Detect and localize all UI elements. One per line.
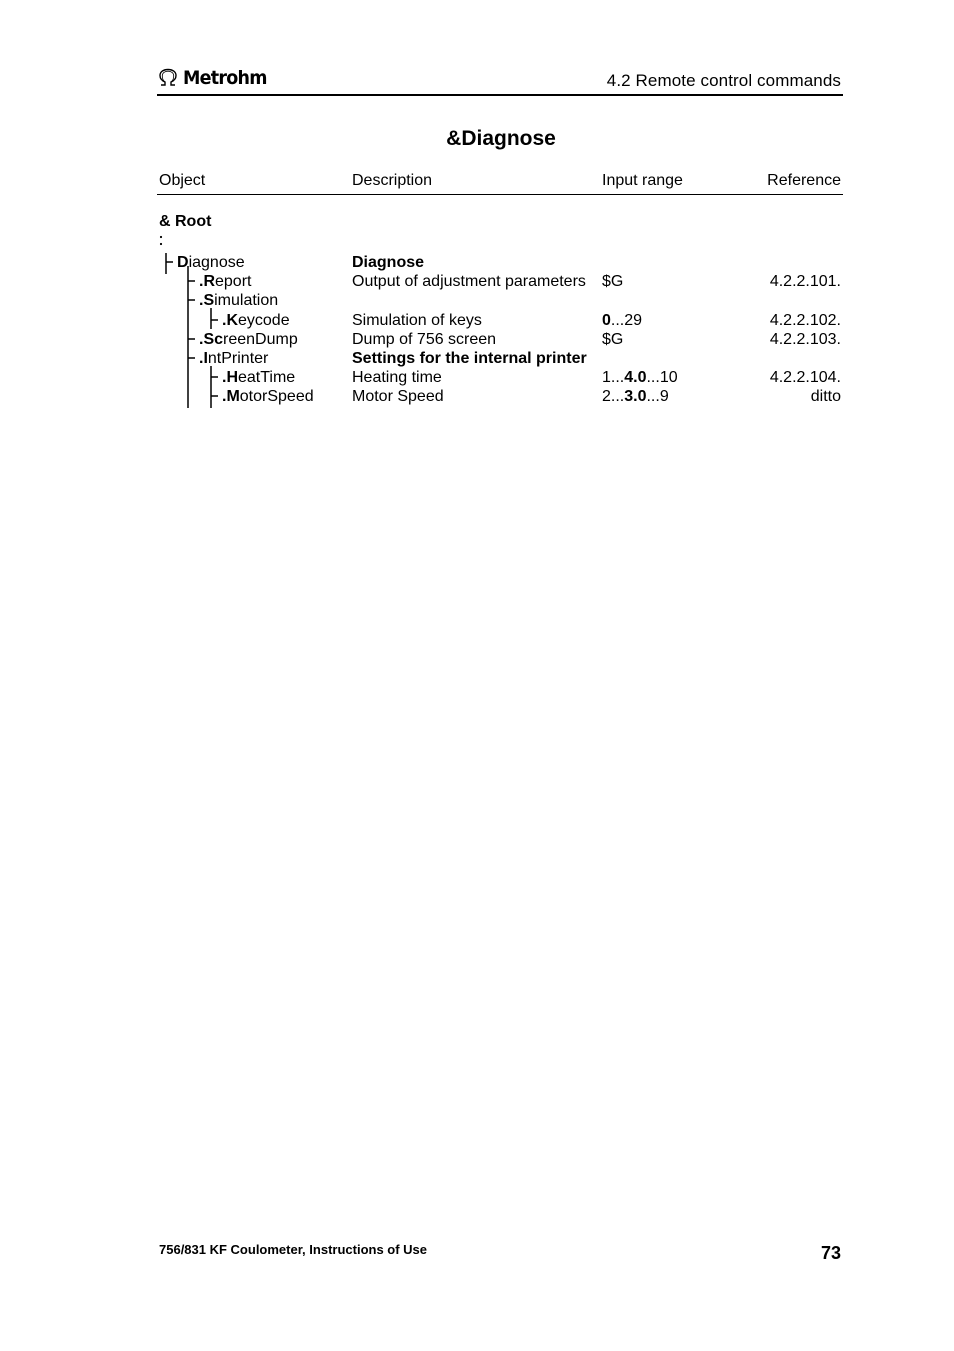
column-header-description: Description (352, 172, 433, 189)
omega-icon (157, 68, 179, 88)
range-motorspeed: 2...3.0...9 (602, 388, 669, 405)
tree-item-diagnose: Diagnose (177, 254, 245, 271)
description-keycode: Simulation of keys (352, 312, 482, 329)
description-diagnose: Diagnose (352, 254, 425, 271)
tree-item-report: .Report (199, 273, 252, 290)
range-report: $G (602, 273, 624, 290)
column-header-input-range: Input range (602, 172, 683, 189)
page-title: &Diagnose (446, 127, 556, 150)
section-title: 4.2 Remote control commands (606, 71, 841, 90)
description-heattime: Heating time (352, 369, 442, 386)
description-screendump: Dump of 756 screen (352, 331, 497, 348)
brand-name: Metrohm (183, 67, 267, 89)
reference-motorspeed: ditto (810, 388, 841, 405)
tree-item-heattime: .HeatTime (222, 369, 296, 386)
tree-item-intprinter: .IntPrinter (199, 350, 269, 367)
page-header (157, 66, 843, 96)
range-screendump: $G (602, 331, 624, 348)
description-motorspeed: Motor Speed (352, 388, 444, 405)
column-header-object: Object (159, 172, 206, 189)
tree-root-label: & Root (159, 213, 212, 230)
brand-logo (157, 67, 274, 89)
range-keycode: 0...29 (602, 312, 643, 329)
reference-screendump: 4.2.2.103. (769, 331, 841, 348)
reference-keycode: 4.2.2.102. (769, 312, 841, 329)
description-intprinter: Settings for the internal printer (352, 350, 587, 367)
tree-item-simulation: .Simulation (199, 292, 279, 309)
footer-document-title: 756/831 KF Coulometer, Instructions of Use (159, 1242, 428, 1257)
table-header (157, 172, 843, 195)
column-header-reference: Reference (767, 172, 841, 189)
tree-item-keycode: .Keycode (222, 312, 290, 329)
page-number: 73 (820, 1243, 841, 1263)
tree-item-screendump: .ScreenDump (199, 331, 298, 348)
range-heattime: 1...4.0...10 (602, 369, 678, 386)
description-report: Output of adjustment parameters (352, 273, 586, 290)
reference-report: 4.2.2.101. (769, 273, 841, 290)
tree-item-motorspeed: .MotorSpeed (222, 388, 314, 405)
reference-heattime: 4.2.2.104. (769, 369, 841, 386)
